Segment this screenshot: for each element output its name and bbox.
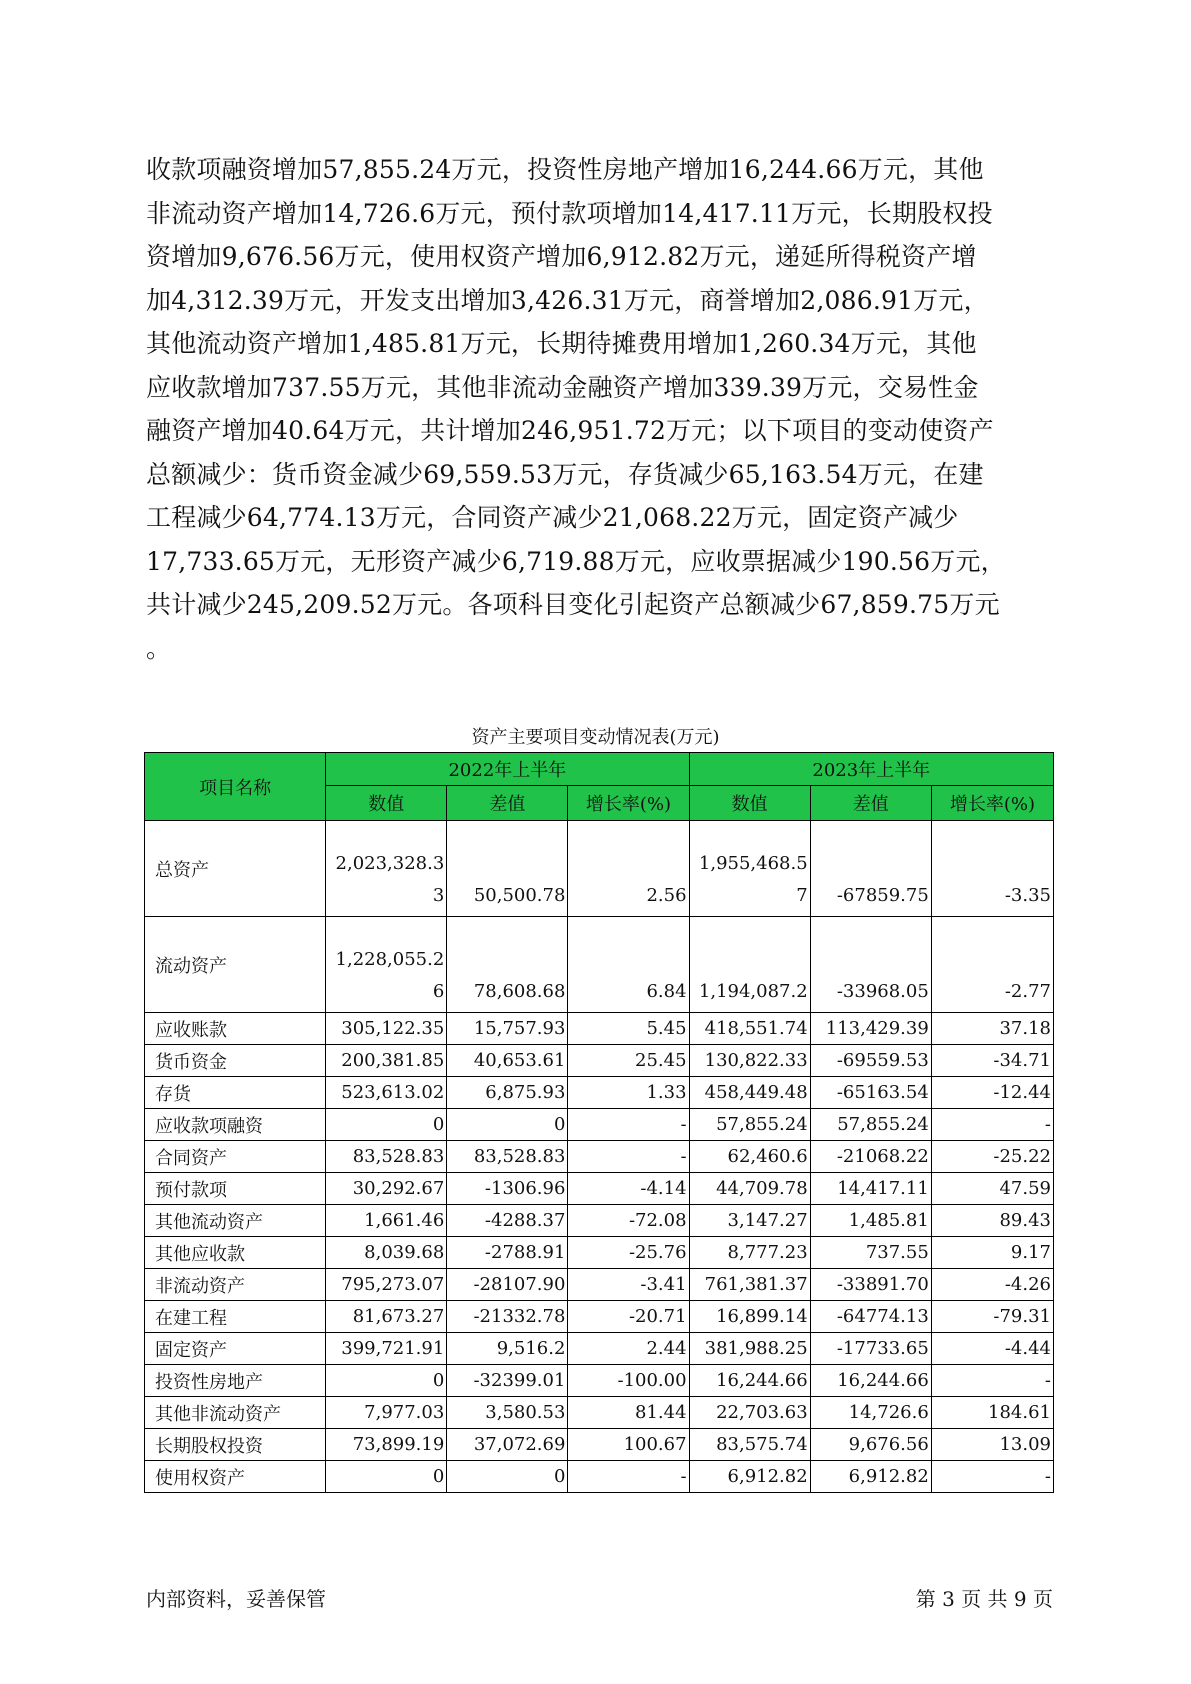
paragraph-line: 加4,312.39万元，开发支出增加3,426.31万元，商誉增加2,086.91万元， <box>146 285 989 315</box>
row-cell: 8,777.23 <box>689 1237 810 1269</box>
row-cell: 2.56 <box>568 821 689 917</box>
row-cell: 22,703.63 <box>689 1397 810 1429</box>
row-item-name: 非流动资产 <box>145 1269 326 1301</box>
header-item-name: 项目名称 <box>145 753 326 821</box>
row-cell: -34.71 <box>931 1045 1053 1077</box>
table-row <box>145 1397 1054 1429</box>
row-cell: 795,273.07 <box>326 1269 447 1301</box>
row-cell: 200,381.85 <box>326 1045 447 1077</box>
row-cell: 737.55 <box>810 1237 931 1269</box>
row-cell: - <box>931 1109 1053 1141</box>
row-item-name: 投资性房地产 <box>145 1365 326 1397</box>
table-row <box>145 1429 1054 1461</box>
paragraph-line: 融资产增加40.64万元，共计增加246,951.72万元；以下项目的变动使资产 <box>146 416 994 445</box>
row-cell: 37.18 <box>931 1013 1053 1045</box>
subheader-growth-rate: 增长率(%) <box>568 786 689 821</box>
row-cell: 83,575.74 <box>689 1429 810 1461</box>
header-year-2022: 2022年上半年 <box>326 753 689 786</box>
table-row <box>145 1237 1054 1269</box>
row-cell: 1,955,468.57 <box>689 821 810 917</box>
row-cell: -17733.65 <box>810 1333 931 1365</box>
row-cell: 458,449.48 <box>689 1077 810 1109</box>
row-item-name: 货币资金 <box>145 1045 326 1077</box>
row-cell: 78,608.68 <box>447 917 568 1013</box>
row-cell: 83,528.83 <box>447 1141 568 1173</box>
subheader-value: 数值 <box>689 786 810 821</box>
table-header-row <box>145 753 1054 786</box>
row-cell: -4.26 <box>931 1269 1053 1301</box>
row-cell: 6.84 <box>568 917 689 1013</box>
table-row <box>145 1013 1054 1045</box>
row-item-name: 其他流动资产 <box>145 1205 326 1237</box>
footer-confidential-note: 内部资料，妥善保管 <box>146 1587 326 1611</box>
row-cell: 184.61 <box>931 1397 1053 1429</box>
table-row <box>145 821 1054 917</box>
row-cell: 16,244.66 <box>810 1365 931 1397</box>
row-cell: 130,822.33 <box>689 1045 810 1077</box>
row-item-name: 预付款项 <box>145 1173 326 1205</box>
row-cell: 57,855.24 <box>810 1109 931 1141</box>
row-cell: 47.59 <box>931 1173 1053 1205</box>
row-cell: -32399.01 <box>447 1365 568 1397</box>
asset-changes-table <box>144 752 1054 1493</box>
row-cell: 113,429.39 <box>810 1013 931 1045</box>
table-row <box>145 1045 1054 1077</box>
row-cell: 0 <box>447 1461 568 1493</box>
row-cell: 418,551.74 <box>689 1013 810 1045</box>
row-cell: 0 <box>326 1109 447 1141</box>
row-cell: -3.35 <box>931 821 1053 917</box>
paragraph-line: 其他流动资产增加1,485.81万元，长期待摊费用增加1,260.34万元，其他 <box>146 329 977 358</box>
row-cell: -21068.22 <box>810 1141 931 1173</box>
row-cell: 15,757.93 <box>447 1013 568 1045</box>
row-cell: 30,292.67 <box>326 1173 447 1205</box>
row-cell: 100.67 <box>568 1429 689 1461</box>
row-cell: 16,899.14 <box>689 1301 810 1333</box>
row-cell: - <box>568 1141 689 1173</box>
row-cell: 9,516.2 <box>447 1333 568 1365</box>
row-cell: 761,381.37 <box>689 1269 810 1301</box>
row-cell: 2,023,328.33 <box>326 821 447 917</box>
table-row <box>145 1205 1054 1237</box>
paragraph-line: 工程减少64,774.13万元，合同资产减少21,068.22万元，固定资产减少 <box>146 503 959 532</box>
row-cell: 5.45 <box>568 1013 689 1045</box>
row-cell: -72.08 <box>568 1205 689 1237</box>
table-row <box>145 1461 1054 1493</box>
row-cell: 0 <box>326 1365 447 1397</box>
row-cell: 16,244.66 <box>689 1365 810 1397</box>
row-cell: - <box>568 1109 689 1141</box>
row-cell: 1,228,055.26 <box>326 917 447 1013</box>
row-cell: -1306.96 <box>447 1173 568 1205</box>
row-cell: 81,673.27 <box>326 1301 447 1333</box>
table-row <box>145 1301 1054 1333</box>
row-cell: 50,500.78 <box>447 821 568 917</box>
row-cell: - <box>931 1365 1053 1397</box>
row-cell: 40,653.61 <box>447 1045 568 1077</box>
row-cell: 44,709.78 <box>689 1173 810 1205</box>
row-cell: 14,417.11 <box>810 1173 931 1205</box>
footer-page-number: 第 3 页 共 9 页 <box>915 1587 1053 1611</box>
row-cell: 81.44 <box>568 1397 689 1429</box>
row-cell: -64774.13 <box>810 1301 931 1333</box>
row-cell: -65163.54 <box>810 1077 931 1109</box>
row-cell: 2.44 <box>568 1333 689 1365</box>
row-cell: 73,899.19 <box>326 1429 447 1461</box>
row-cell: 8,039.68 <box>326 1237 447 1269</box>
row-item-name: 应收账款 <box>145 1013 326 1045</box>
row-cell: -33891.70 <box>810 1269 931 1301</box>
row-cell: -25.22 <box>931 1141 1053 1173</box>
row-cell: 6,912.82 <box>689 1461 810 1493</box>
row-cell: -2.77 <box>931 917 1053 1013</box>
row-cell: - <box>568 1461 689 1493</box>
paragraph-line: 应收款增加737.55万元，其他非流动金融资产增加339.39万元，交易性金 <box>146 372 979 402</box>
paragraph-line: 收款项融资增加57,855.24万元，投资性房地产增加16,244.66万元，其他 <box>146 155 984 184</box>
table-row <box>145 1269 1054 1301</box>
table-caption: 资产主要项目变动情况表(万元) <box>471 727 720 748</box>
row-cell: -25.76 <box>568 1237 689 1269</box>
table-row <box>145 1109 1054 1141</box>
row-cell: -79.31 <box>931 1301 1053 1333</box>
row-cell: -20.71 <box>568 1301 689 1333</box>
row-cell: 381,988.25 <box>689 1333 810 1365</box>
row-cell: 399,721.91 <box>326 1333 447 1365</box>
row-cell: 9.17 <box>931 1237 1053 1269</box>
row-cell: -2788.91 <box>447 1237 568 1269</box>
table-row <box>145 1365 1054 1397</box>
row-cell: 13.09 <box>931 1429 1053 1461</box>
row-item-name: 应收款项融资 <box>145 1109 326 1141</box>
row-cell: -67859.75 <box>810 821 931 917</box>
paragraph-line: 17,733.65万元，无形资产减少6,719.88万元，应收票据减少190.56万元， <box>146 546 1006 576</box>
row-cell: 37,072.69 <box>447 1429 568 1461</box>
row-cell: -4.14 <box>568 1173 689 1205</box>
paragraph-line: 总额减少：货币资金减少69,559.53万元，存货减少65,163.54万元，在建 <box>146 459 984 489</box>
subheader-value: 数值 <box>326 786 447 821</box>
row-cell: 1,661.46 <box>326 1205 447 1237</box>
table-row <box>145 1077 1054 1109</box>
row-cell: - <box>931 1461 1053 1493</box>
paragraph-line: 资增加9,676.56万元，使用权资产增加6,912.82万元，递延所得税资产增 <box>146 242 977 271</box>
row-cell: 1,194,087.2 <box>689 917 810 1013</box>
row-cell: 14,726.6 <box>810 1397 931 1429</box>
row-cell: -33968.05 <box>810 917 931 1013</box>
row-item-name: 总资产 <box>145 821 326 917</box>
row-cell: 62,460.6 <box>689 1141 810 1173</box>
body-paragraph <box>146 148 1051 670</box>
row-cell: 1,485.81 <box>810 1205 931 1237</box>
row-cell: 3,580.53 <box>447 1397 568 1429</box>
subheader-growth-rate: 增长率(%) <box>931 786 1053 821</box>
row-item-name: 在建工程 <box>145 1301 326 1333</box>
row-item-name: 存货 <box>145 1077 326 1109</box>
row-cell: -100.00 <box>568 1365 689 1397</box>
row-item-name: 流动资产 <box>145 917 326 1013</box>
header-year-2023: 2023年上半年 <box>689 753 1053 786</box>
row-item-name: 其他非流动资产 <box>145 1397 326 1429</box>
row-cell: 1.33 <box>568 1077 689 1109</box>
paragraph-line: 共计减少245,209.52万元。各项科目变化引起资产总额减少67,859.75万元 <box>146 590 1000 619</box>
table-row <box>145 1173 1054 1205</box>
row-cell: -21332.78 <box>447 1301 568 1333</box>
row-item-name: 固定资产 <box>145 1333 326 1365</box>
row-cell: 3,147.27 <box>689 1205 810 1237</box>
table-row <box>145 1141 1054 1173</box>
row-cell: 6,875.93 <box>447 1077 568 1109</box>
row-cell: 57,855.24 <box>689 1109 810 1141</box>
row-cell: 7,977.03 <box>326 1397 447 1429</box>
row-cell: 0 <box>326 1461 447 1493</box>
row-cell: 523,613.02 <box>326 1077 447 1109</box>
row-item-name: 长期股权投资 <box>145 1429 326 1461</box>
subheader-difference: 差值 <box>447 786 568 821</box>
row-cell: -4.44 <box>931 1333 1053 1365</box>
row-cell: -4288.37 <box>447 1205 568 1237</box>
row-cell: 83,528.83 <box>326 1141 447 1173</box>
row-cell: 89.43 <box>931 1205 1053 1237</box>
row-cell: 0 <box>447 1109 568 1141</box>
table-row <box>145 1333 1054 1365</box>
paragraph-line: 。 <box>146 633 172 663</box>
row-item-name: 合同资产 <box>145 1141 326 1173</box>
row-cell: 9,676.56 <box>810 1429 931 1461</box>
row-item-name: 其他应收款 <box>145 1237 326 1269</box>
row-cell: -69559.53 <box>810 1045 931 1077</box>
table-row <box>145 917 1054 1013</box>
row-cell: 6,912.82 <box>810 1461 931 1493</box>
row-cell: -3.41 <box>568 1269 689 1301</box>
row-cell: -28107.90 <box>447 1269 568 1301</box>
row-item-name: 使用权资产 <box>145 1461 326 1493</box>
row-cell: 305,122.35 <box>326 1013 447 1045</box>
row-cell: -12.44 <box>931 1077 1053 1109</box>
subheader-difference: 差值 <box>810 786 931 821</box>
row-cell: 25.45 <box>568 1045 689 1077</box>
paragraph-line: 非流动资产增加14,726.6万元，预付款项增加14,417.11万元，长期股权投 <box>146 198 993 228</box>
